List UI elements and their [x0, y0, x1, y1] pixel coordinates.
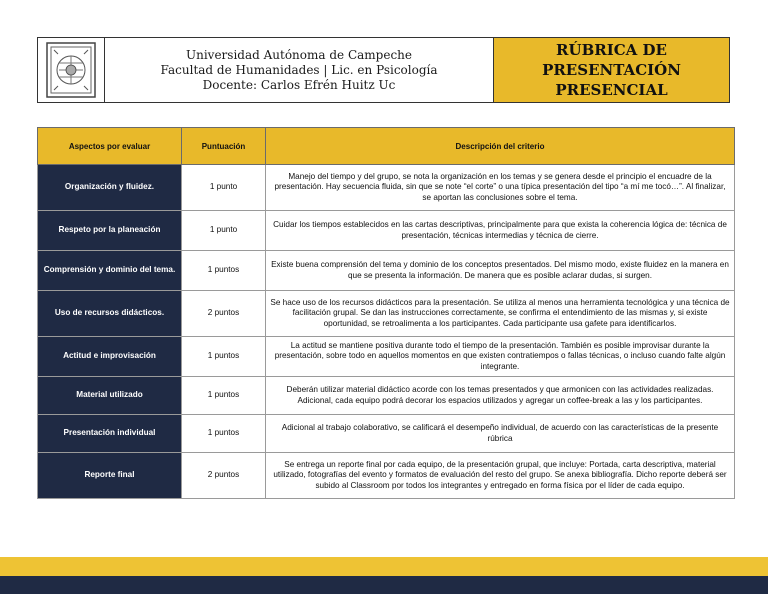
aspect-cell: Comprensión y dominio del tema.: [38, 251, 182, 291]
teacher-name: Docente: Carlos Efrén Huitz Uc: [202, 77, 396, 92]
table-row: [38, 291, 735, 337]
score-cell: 1 puntos: [182, 377, 266, 415]
footer-band-navy: [0, 576, 768, 594]
description-cell: Manejo del tiempo y del grupo, se nota la organización en los temas y se genera desde el principio el encuadre de la presentación. Hay secuencia fluida, sin que se note “el corte” o una típica presentación del tipo “a mí me tocó…”. Al finalizar, se aportan las conclusiones sobre el tema.: [266, 165, 735, 211]
institution-info: [105, 38, 494, 102]
table-row: [38, 211, 735, 251]
document-header: [37, 37, 730, 103]
table-row: [38, 337, 735, 377]
title-line: PRESENCIAL: [555, 81, 668, 99]
table-row: [38, 251, 735, 291]
score-cell: 1 punto: [182, 165, 266, 211]
score-cell: 2 puntos: [182, 453, 266, 499]
table-header-row: [38, 128, 735, 165]
description-cell: Adicional al trabajo colaborativo, se calificará el desempeño individual, de acuerdo con las características de la presente rúbrica: [266, 415, 735, 453]
aspect-cell: Material utilizado: [38, 377, 182, 415]
column-header-description: Descripción del criterio: [266, 128, 735, 165]
university-seal-cell: [38, 38, 105, 102]
table-row: [38, 165, 735, 211]
description-cell: Existe buena comprensión del tema y dominio de los conceptos presentados. Del mismo modo, existe fluidez en la manera en que se presenta la información. De manera que es posible aclarar dudas, si surgen.: [266, 251, 735, 291]
rubric-table: [37, 127, 735, 499]
aspect-cell: Respeto por la planeación: [38, 211, 182, 251]
table-row: [38, 415, 735, 453]
aspect-cell: Organización y fluidez.: [38, 165, 182, 211]
column-header-aspects: Aspectos por evaluar: [38, 128, 182, 165]
description-cell: La actitud se mantiene positiva durante todo el tiempo de la presentación. También es posible improvisar durante la presentación, sobre todo en aquellos momentos en que existen contratiempos o fallas técnicas, o incluso cuando falte algún integrante.: [266, 337, 735, 377]
aspect-cell: Actitud e improvisación: [38, 337, 182, 377]
score-cell: 2 puntos: [182, 291, 266, 337]
score-cell: 1 puntos: [182, 415, 266, 453]
description-cell: Cuidar los tiempos establecidos en las cartas descriptivas, principalmente para que exista la coherencia lógica de: técnica de presentación, técnicas intermedias y técnica de cierre.: [266, 211, 735, 251]
score-cell: 1 punto: [182, 211, 266, 251]
university-name: Universidad Autónoma de Campeche: [185, 47, 412, 62]
description-cell: Se entrega un reporte final por cada equipo, de la presentación grupal, que incluye: Portada, carta descriptiva, material utilizado, fotografías del evento y formatos de evaluación del resto del grupo. Se anexa bibliografía. Dicho reporte deberá ser subido al Classroom por todos los integrantes y entregado en forma física por el líder de cada equipo.: [266, 453, 735, 499]
description-cell: Se hace uso de los recursos didácticos para la presentación. Se utiliza al menos una herramienta tecnológica y una técnica de facilitación grupal. Se dan las instrucciones correctamente, se confirma el entendimiento de las mismas y, si existe oportunidad, se retroalimenta a los participantes. Cada participante usa gafete para identificarlos.: [266, 291, 735, 337]
title-line: RÚBRICA DE: [556, 41, 667, 59]
table-row: [38, 453, 735, 499]
footer-band-gold: [0, 557, 768, 576]
faculty-name: Facultad de Humanidades | Lic. en Psicología: [160, 62, 438, 77]
score-cell: 1 puntos: [182, 337, 266, 377]
document-title: [494, 38, 729, 102]
table-row: [38, 377, 735, 415]
title-line: PRESENTACIÓN: [542, 61, 681, 79]
column-header-score: Puntuación: [182, 128, 266, 165]
aspect-cell: Uso de recursos didácticos.: [38, 291, 182, 337]
description-cell: Deberán utilizar material didáctico acorde con los temas presentados y que armonicen con las actividades realizadas. Adicional, cada equipo podrá decorar los espacios utilizados y agregar un coffee-break a las y los participantes.: [266, 377, 735, 415]
university-seal-icon: [45, 41, 97, 99]
aspect-cell: Presentación individual: [38, 415, 182, 453]
score-cell: 1 puntos: [182, 251, 266, 291]
aspect-cell: Reporte final: [38, 453, 182, 499]
